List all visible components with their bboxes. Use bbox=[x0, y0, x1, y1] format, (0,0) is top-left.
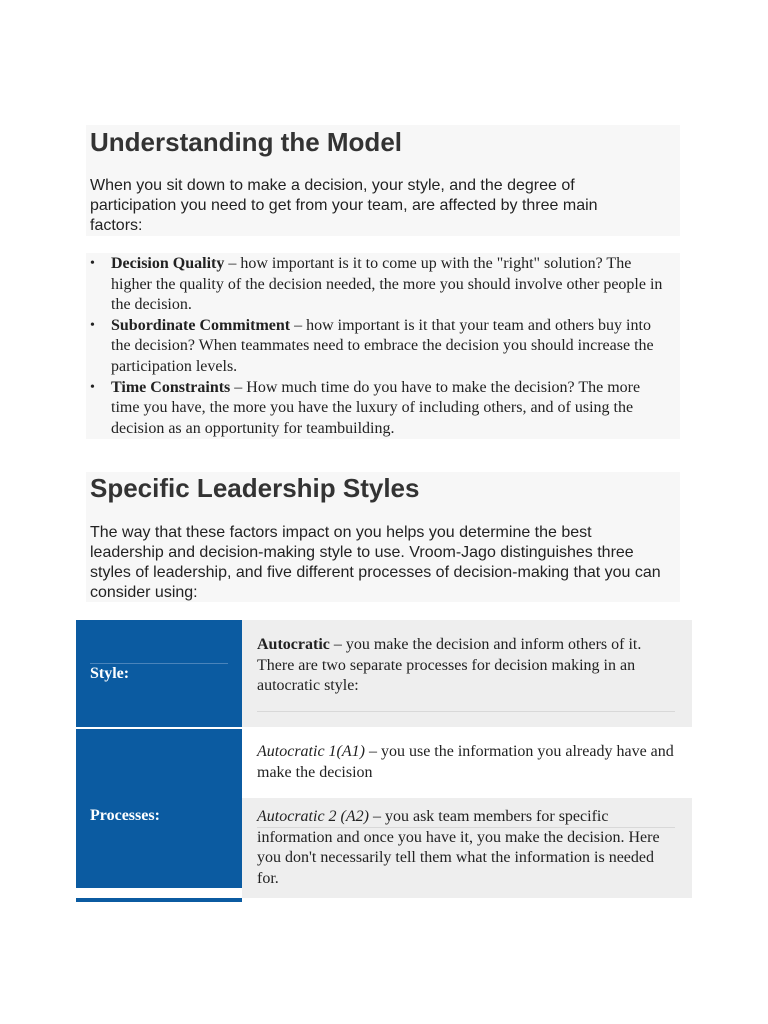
section1-intro: When you sit down to make a decision, your style, and the degree of participation you need to get from your team, are affected by three main factors: bbox=[90, 177, 598, 234]
factor-item bbox=[111, 316, 671, 378]
factor-item bbox=[111, 378, 671, 440]
factor-term: Time Constraints bbox=[111, 378, 231, 396]
processes-label: Processes: bbox=[90, 807, 160, 824]
section2-heading: Specific Leadership Styles bbox=[90, 473, 420, 503]
process-a1-description bbox=[257, 742, 677, 783]
style-text: – you make the decision and inform others of it. There are two separate processes for decision making in an autocratic style: bbox=[257, 636, 642, 694]
section1-header-block bbox=[86, 125, 680, 236]
section1-heading: Understanding the Model bbox=[90, 127, 402, 157]
next-row-stub bbox=[76, 898, 242, 902]
style-term: Autocratic bbox=[257, 636, 330, 653]
process-a2-text: – you ask team members for specific information and once you have it, you make the decision. Here you don't necessarily tell them what the information is needed for. bbox=[257, 808, 660, 887]
factor-term: Subordinate Commitment bbox=[111, 316, 291, 334]
factor-item bbox=[111, 254, 671, 316]
process-a2-description bbox=[257, 807, 677, 889]
processes-label-cell bbox=[76, 729, 242, 888]
style-cell-divider-bottom bbox=[257, 711, 675, 712]
factor-term: Decision Quality bbox=[111, 255, 225, 272]
process-a2-term: Autocratic 2 (A2) bbox=[257, 808, 369, 825]
process-a1-cell bbox=[242, 729, 692, 798]
process-a1-text: – you use the information you already have and make the decision bbox=[257, 743, 674, 781]
style-label: Style: bbox=[90, 665, 130, 682]
style-description bbox=[257, 635, 677, 697]
factor-text: – How much time do you have to make the decision? The more time you have, the more you have the luxury of including others, and of using the decision as an opportunity for teambuilding. bbox=[111, 378, 641, 437]
factor-text: – how important is it to come up with the "right" solution? The higher the quality of the decision needed, the more you should involve other people in the decision. bbox=[111, 255, 663, 314]
section2-intro: The way that these factors impact on you helps you determine the best leadership and decision-making style to use. Vroom-Jago distinguishes three styles of leadership, and five different processes of decision-making that you can consider using: bbox=[90, 524, 661, 601]
factor-text: – how important is it that your team and others buy into the decision? When teammates need to embrace the decision you should increase the participation levels. bbox=[111, 316, 654, 375]
style-label-cell bbox=[76, 620, 242, 727]
factors-block bbox=[86, 253, 680, 439]
section2-header-block bbox=[86, 472, 680, 602]
process-a1-term: Autocratic 1(A1) bbox=[257, 743, 365, 760]
process-a2-cell bbox=[242, 798, 692, 898]
style-content-cell bbox=[242, 620, 692, 727]
factors-list bbox=[87, 254, 671, 439]
style-cell-divider bbox=[90, 663, 228, 664]
